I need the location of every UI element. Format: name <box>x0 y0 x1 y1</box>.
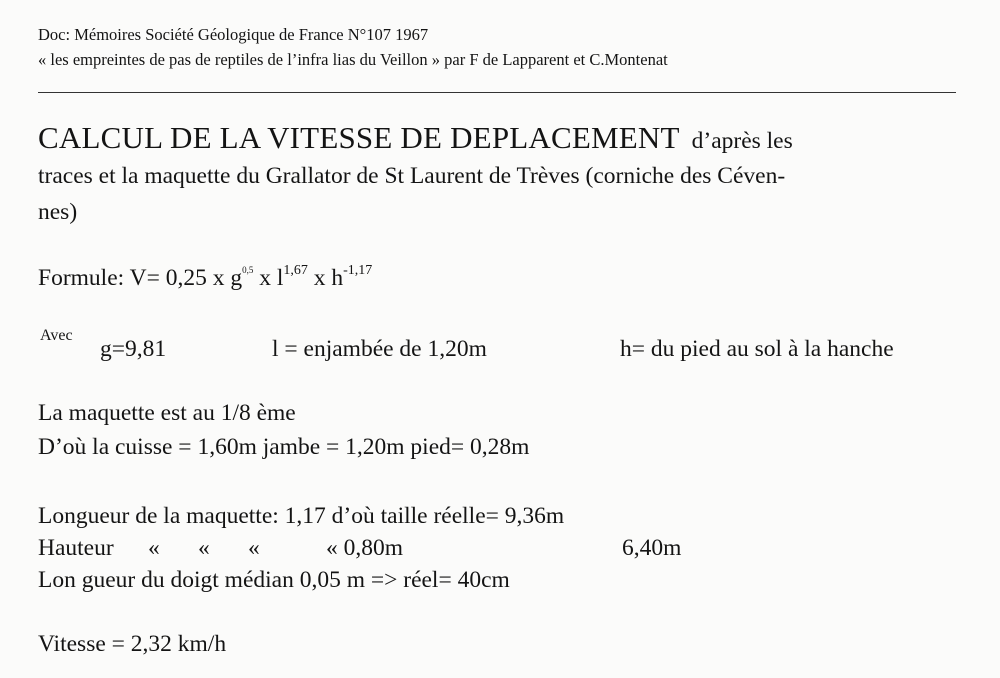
heading-line-3: nes) <box>38 199 78 225</box>
avec-g: g=9,81 <box>100 336 167 362</box>
formula-prefix: Formule: V= 0,25 x g <box>38 265 243 291</box>
source-line-2: « les empreintes de pas de reptiles de l’infra lias du Veillon » par F de Lapparent et C.Montenat <box>38 50 668 69</box>
hauteur-real: 6,40m <box>622 535 682 561</box>
measure-longueur: Longueur de la maquette: 1,17 d’où taille réelle= 9,36m <box>38 503 565 529</box>
hauteur-ditto-2: « <box>198 535 210 561</box>
formula-h-exponent: -1,17 <box>343 263 373 278</box>
maquette-scale: La maquette est au 1/8 ème <box>38 400 296 426</box>
hauteur-label: Hauteur <box>38 535 114 561</box>
source-line-1: Doc: Mémoires Société Géologique de France N°107 1967 <box>38 25 429 44</box>
avec-l: l = enjambée de 1,20m <box>272 336 487 362</box>
formula-h-part: x h <box>313 265 344 291</box>
result-vitesse: Vitesse = 2,32 km/h <box>38 631 227 657</box>
hauteur-value: « 0,80m <box>326 535 404 561</box>
formula-l-exponent: 1,67 <box>283 263 308 278</box>
heading-tail: d’après les <box>691 128 793 154</box>
hauteur-ditto-3: « <box>248 535 260 561</box>
maquette-limbs: D’où la cuisse = 1,60m jambe = 1,20m pied= 0,28m <box>38 434 530 460</box>
formula-g-exponent: 0,5 <box>242 265 254 275</box>
measure-doigt: Lon gueur du doigt médian 0,05 m => réel= 40cm <box>38 567 510 593</box>
avec-label: Avec <box>40 327 73 344</box>
header-rule <box>38 92 956 93</box>
heading-line-2: traces et la maquette du Grallator de St Laurent de Trèves (corniche des Céven- <box>38 163 786 189</box>
hauteur-ditto-1: « <box>148 535 160 561</box>
measure-hauteur <box>38 535 698 565</box>
page-title: CALCUL DE LA VITESSE DE DEPLACEMENT <box>38 120 680 155</box>
formula <box>38 265 372 292</box>
heading-line-1 <box>38 120 793 156</box>
formula-mid: x l <box>259 265 284 291</box>
avec-h: h= du pied au sol à la hanche <box>620 336 894 362</box>
